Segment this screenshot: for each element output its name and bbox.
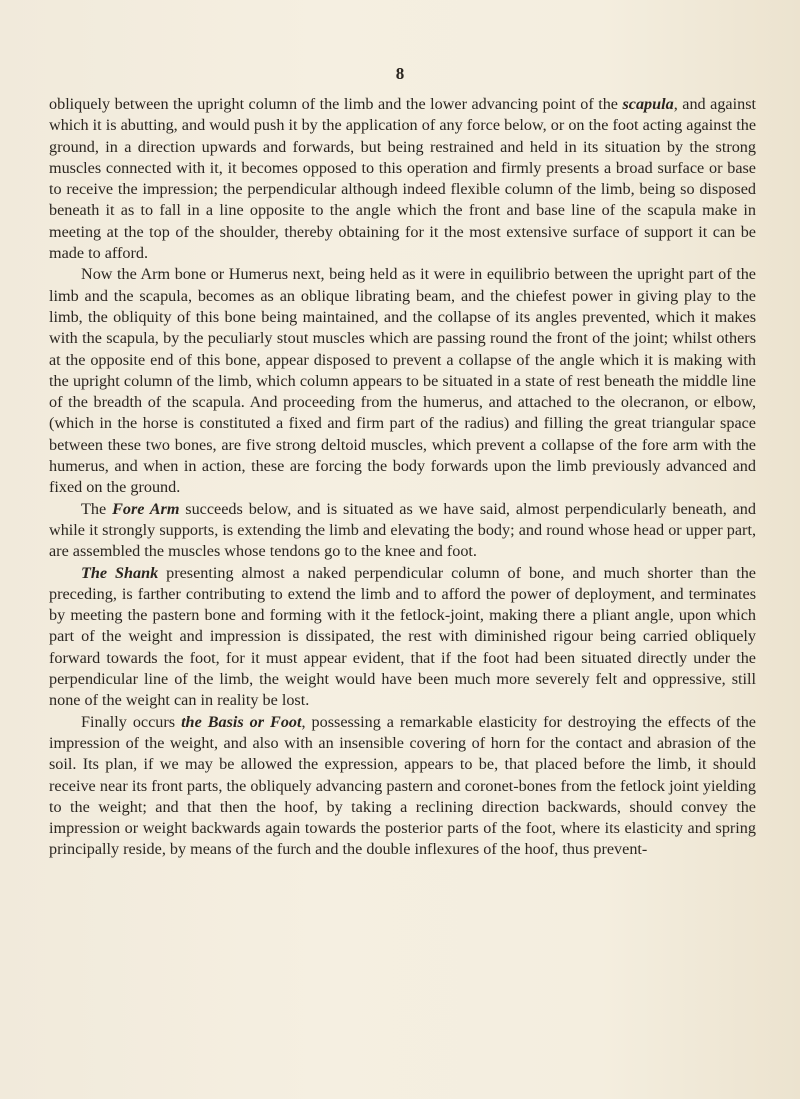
text-run: , possessing a remarkable elasticity for destroying the effects of the impression of the weight, and also with an insensible covering of horn for the contact and abrasion of the soil. Its plan, if we may be allowed the expression, appears to be, that placed before the limb, it should receive near its front parts, the obliquely advancing pastern and coronet-bones from the fetlock joint yielding to the weight; and that then the hoof, by taking a reclining direction backwards, should convey the impression or weight backwards again towards the posterior parts of the foot, where its elasticity and spring principally reside, by means of the furch and the double inflexures of the hoof, thus prevent- (49, 712, 756, 859)
paragraph (49, 712, 756, 861)
emphasis-text: the Basis or Foot (181, 712, 302, 731)
text-run: Finally occurs (81, 712, 182, 731)
body-text (49, 94, 756, 861)
emphasis-text: The Shank (81, 563, 159, 582)
page-number: 8 (395, 64, 405, 83)
paragraph (49, 94, 756, 264)
paragraph (49, 264, 756, 498)
paragraph (49, 563, 756, 712)
paragraph (49, 499, 756, 563)
text-run: succeeds below, and is situated as we have said, almost perpendicularly beneath, and while it strongly supports, is extending the limb and elevating the body; and round whose head or upper part, are assembled the muscles whose tendons go to the knee and foot. (49, 499, 756, 561)
text-run: obliquely between the upright column of the limb and the lower advancing point of the (49, 95, 623, 113)
text-run: presenting almost a naked perpendicular column of bone, and much shorter than the preceding, is farther contributing to extend the limb and to afford the power of deployment, and terminates by meeting the pastern bone and forming with it the fetlock-joint, making there a pliant angle, upon which part of the weight and impression is dissipated, the rest with diminished rigour being carried obliquely forward towards the foot, for it must appear evident, that if the foot had been situated directly under the perpendicular line of the limb, the weight would have been much more severely felt and oppressive, still none of the weight can in reality be lost. (49, 563, 756, 710)
emphasis-text: scapula (622, 95, 674, 113)
text-run: , and against which it is abutting, and would push it by the application of any force below, or on the foot acting against the ground, in a direction upwards and forwards, but being restrained and held in its situation by the strong muscles connected with it, it becomes opposed to this operation and firmly presents a broad surface or base to receive the impression; the perpendicular although indeed flexible column of the limb, being so disposed beneath it as to fall in a line opposite to the angle which the front and base line of the scapula make in meeting at the top of the shoulder, thereby obtaining for it the most extensive surface of support it can be made to afford. (49, 95, 756, 263)
emphasis-text: Fore Arm (112, 499, 180, 518)
text-run: The (81, 499, 113, 518)
text-run: Now the Arm bone or Humerus next, being held as it were in equilibrio between the upright part of the limb and the scapula, becomes as an oblique librating beam, and the chiefest power in giving play to the limb, the obliquity of this bone being maintained, and the collapse of its angles prevented, which it makes with the scapula, by the peculiarly stout muscles which are passing round the front of the joint; whilst others at the opposite end of this bone, appear disposed to prevent a collapse of the angle which it is making with the upright column of the limb, which column appears to be situated in a state of rest beneath the middle line of the breadth of the scapula. And proceeding from the humerus, and attached to the olecranon, or elbow, (which in the horse is constituted a fixed and firm part of the radius) and filling the great triangular space between these two bones, are five strong deltoid muscles, which prevent a collapse of the fore arm with the humerus, and when in action, these are forcing the body forwards upon the limb previously advanced and fixed on the ground. (49, 265, 756, 497)
